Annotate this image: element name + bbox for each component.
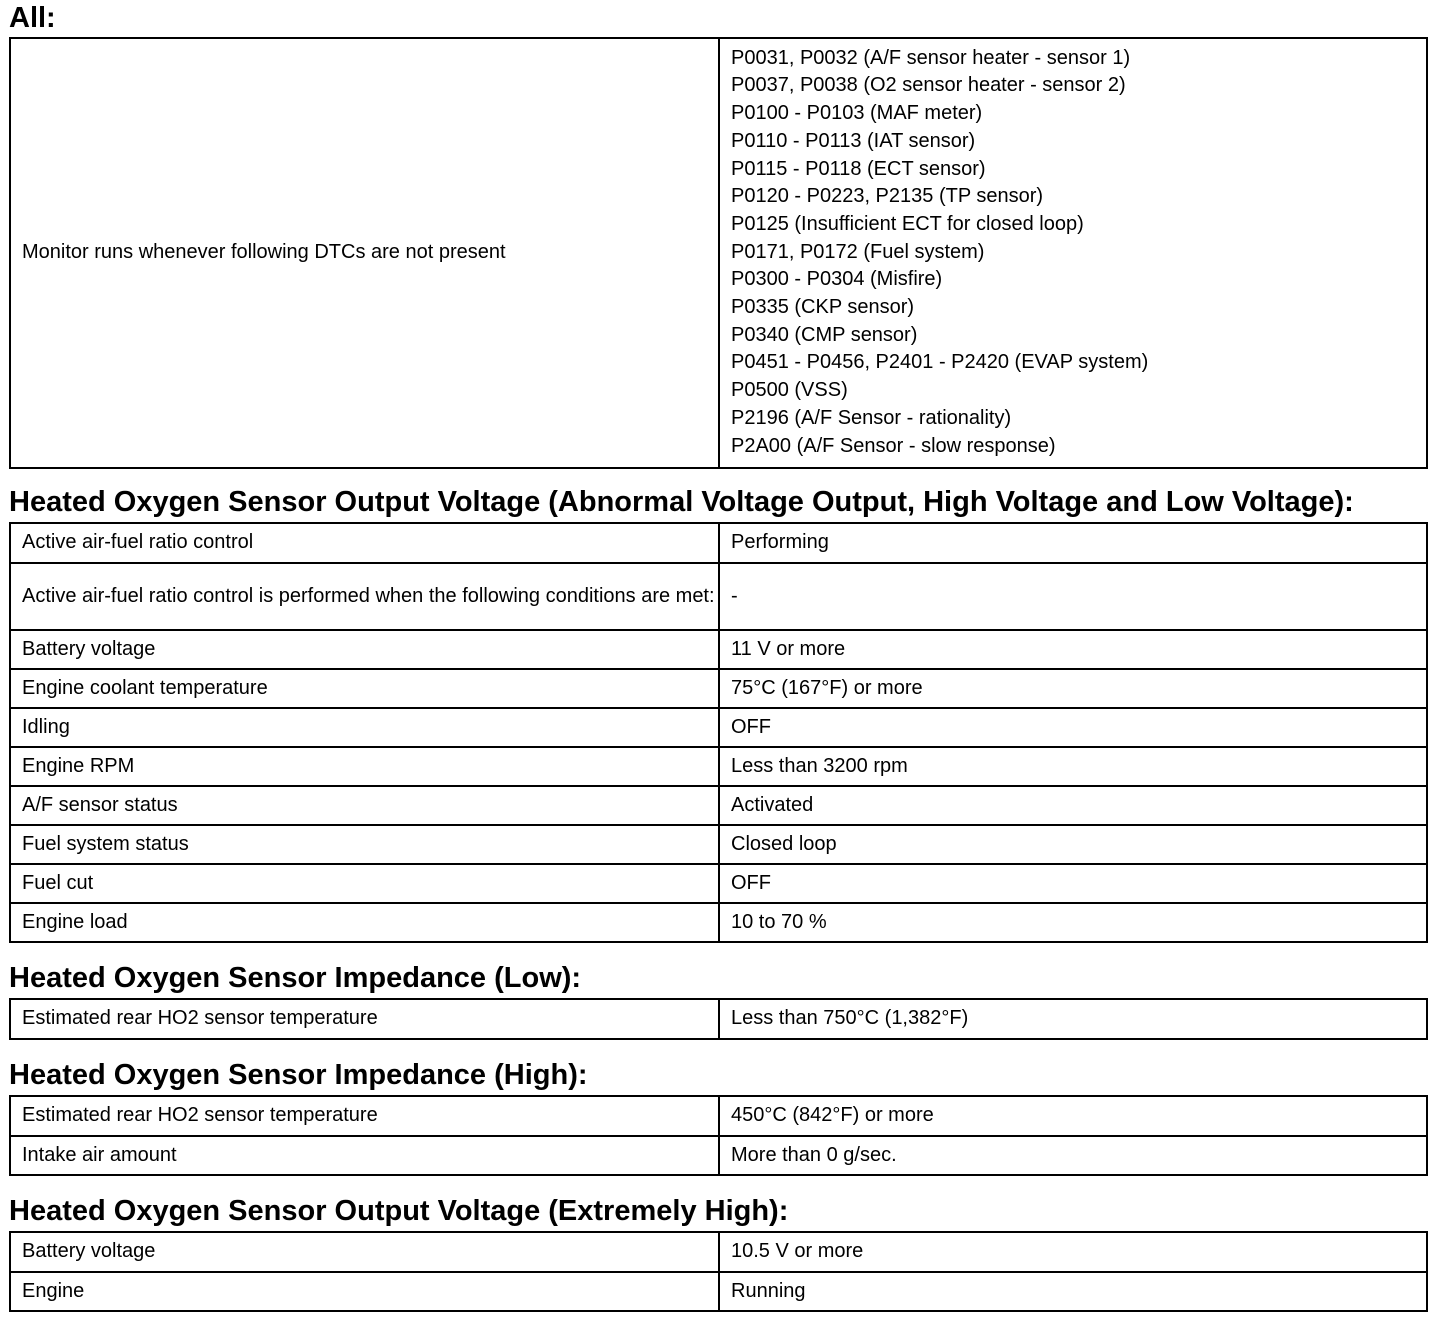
condition-label: Engine load (10, 903, 719, 942)
condition-label: Estimated rear HO2 sensor temperature (10, 1096, 719, 1136)
list-item: P0037, P0038 (O2 sensor heater - sensor 2) (731, 74, 1126, 97)
condition-label: Battery voltage (10, 1232, 719, 1272)
list-item: P0120 - P0223, P2135 (TP sensor) (731, 185, 1044, 208)
condition-value: Activated (719, 786, 1427, 825)
table-row (10, 903, 1427, 942)
condition-value: Closed loop (719, 825, 1427, 864)
condition-value: 10 to 70 % (719, 903, 1427, 942)
list-item: P0335 (CKP sensor) (731, 296, 915, 319)
condition-value: 10.5 V or more (719, 1232, 1427, 1272)
conditions-table (9, 1231, 1428, 1312)
condition-label: Estimated rear HO2 sensor temperature (10, 999, 719, 1039)
condition-label: Fuel system status (10, 825, 719, 864)
section-abnormal-voltage (9, 486, 1428, 933)
condition-label: A/F sensor status (10, 786, 719, 825)
table-row (10, 747, 1427, 786)
dtc-table (9, 37, 1428, 469)
list-item: P0115 - P0118 (ECT sensor) (731, 157, 986, 180)
condition-label: Battery voltage (10, 630, 719, 669)
table-row (10, 825, 1427, 864)
condition-label: Intake air amount (10, 1136, 719, 1175)
list-item: P0031, P0032 (A/F sensor heater - sensor 1) (731, 46, 1131, 69)
table-row (10, 999, 1427, 1039)
condition-label: Engine RPM (10, 747, 719, 786)
list-item: P2A00 (A/F Sensor - slow response) (731, 434, 1056, 457)
condition-value: 75°C (167°F) or more (719, 669, 1427, 708)
condition-value: OFF (719, 864, 1427, 903)
list-item: P0300 - P0304 (Misfire) (731, 268, 943, 291)
condition-value: More than 0 g/sec. (719, 1136, 1427, 1175)
section-impedance-low (9, 962, 1428, 1030)
section-extremely-high (9, 1195, 1428, 1302)
table-row (10, 786, 1427, 825)
list-item: P0125 (Insufficient ECT for closed loop) (731, 212, 1084, 235)
section-title: Heated Oxygen Sensor Impedance (Low): (9, 962, 582, 994)
list-item: P0110 - P0113 (IAT sensor) (731, 129, 976, 152)
list-item: P0340 (CMP sensor) (731, 323, 918, 346)
section-title: All: (9, 2, 56, 34)
list-item: P0100 - P0103 (MAF meter) (731, 102, 983, 125)
condition-value: Running (719, 1272, 1427, 1311)
section-impedance-high (9, 1059, 1428, 1166)
condition-value: Less than 750°C (1,382°F) (719, 999, 1427, 1039)
list-item: P2196 (A/F Sensor - rationality) (731, 406, 1012, 429)
condition-value: 11 V or more (719, 630, 1427, 669)
table-row (10, 864, 1427, 903)
list-item: P0451 - P0456, P2401 - P2420 (EVAP system) (731, 351, 1149, 374)
list-item: P0171, P0172 (Fuel system) (731, 240, 985, 263)
dtc-list (719, 38, 1427, 468)
list-item: P0500 (VSS) (731, 379, 848, 402)
condition-label: Fuel cut (10, 864, 719, 903)
conditions-table (9, 522, 1428, 943)
condition-label: Engine coolant temperature (10, 669, 719, 708)
condition-label: Active air-fuel ratio control is performed when the following conditions are met: (10, 563, 719, 630)
condition-value: 450°C (842°F) or more (719, 1096, 1427, 1136)
table-row (10, 1232, 1427, 1272)
table-row (10, 1272, 1427, 1311)
table-row (10, 669, 1427, 708)
section-title: Heated Oxygen Sensor Output Voltage (Extremely High): (9, 1195, 789, 1227)
conditions-table (9, 998, 1428, 1040)
section-title: Heated Oxygen Sensor Impedance (High): (9, 1059, 588, 1091)
section-title: Heated Oxygen Sensor Output Voltage (Abnormal Voltage Output, High Voltage and Low Voltage): (9, 486, 1354, 518)
table-row (10, 630, 1427, 669)
condition-label: Idling (10, 708, 719, 747)
monitor-label: Monitor runs whenever following DTCs are not present (10, 38, 719, 468)
table-row (10, 1096, 1427, 1136)
table-row (10, 563, 1427, 630)
table-row (10, 708, 1427, 747)
condition-value: Performing (719, 523, 1427, 563)
condition-value: Less than 3200 rpm (719, 747, 1427, 786)
table-row (10, 523, 1427, 563)
conditions-table (9, 1095, 1428, 1176)
condition-value: - (719, 563, 1427, 630)
table-row (10, 1136, 1427, 1175)
condition-label: Engine (10, 1272, 719, 1311)
table-row (10, 38, 1427, 468)
condition-label: Active air-fuel ratio control (10, 523, 719, 563)
condition-value: OFF (719, 708, 1427, 747)
section-all (9, 0, 1428, 457)
